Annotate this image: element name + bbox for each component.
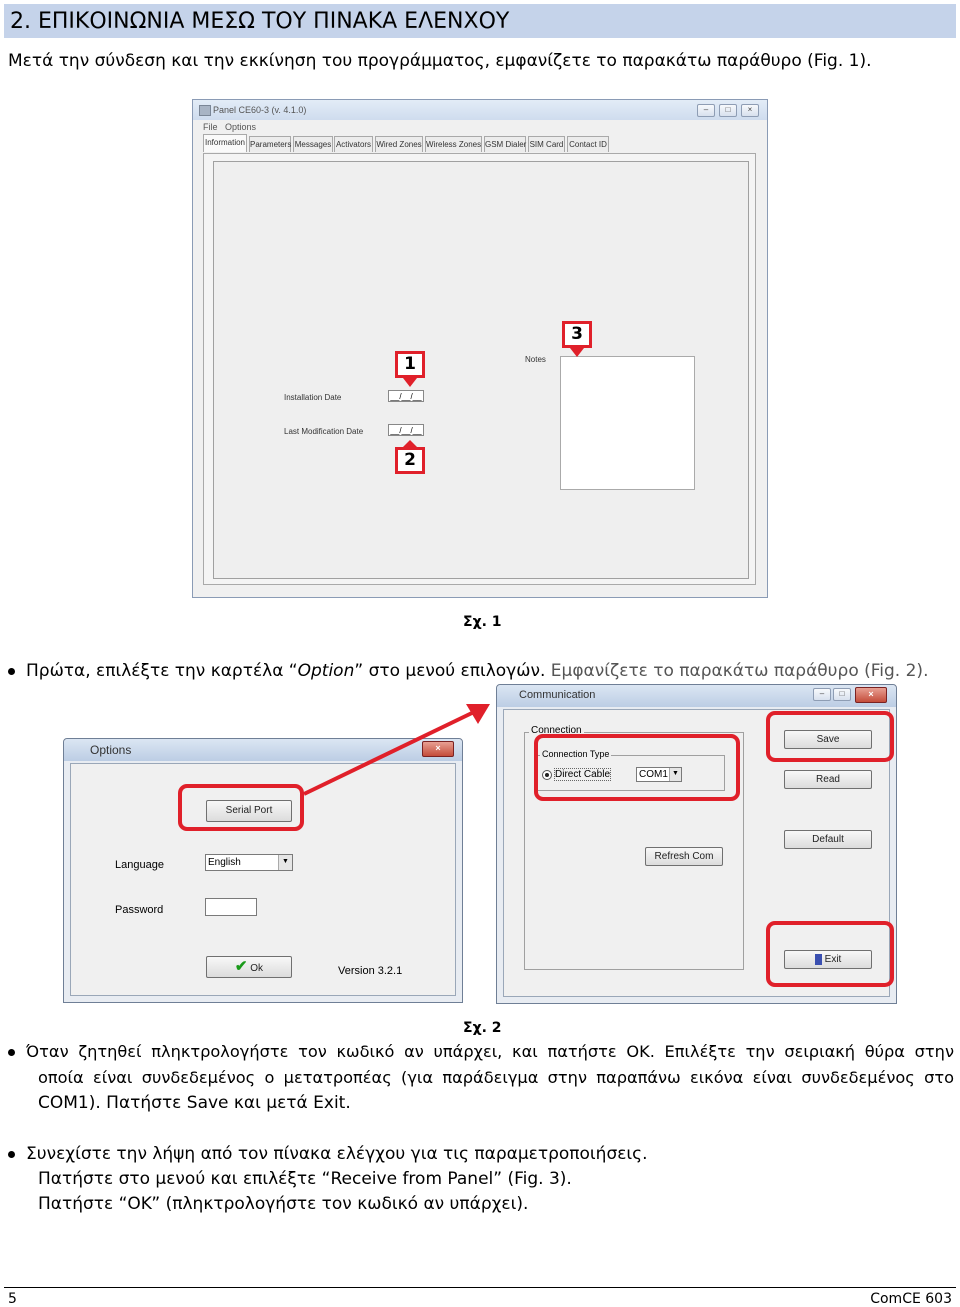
language-select[interactable]	[205, 854, 293, 871]
tab-gsm-dialer[interactable]: GSM Dialer	[484, 136, 526, 152]
save-button[interactable]: Save	[784, 730, 872, 749]
bullet-dot	[8, 1049, 15, 1056]
password-field[interactable]	[205, 898, 257, 916]
connection-type-label: Connection Type	[542, 749, 610, 759]
menu-file[interactable]: File	[203, 122, 218, 132]
bullet-1-pre: Πρώτα, επιλέξτε την καρτέλα “	[26, 661, 298, 681]
tab-wireless-zones[interactable]: Wireless Zones	[425, 136, 482, 152]
figure-1-caption: Σχ. 1	[463, 614, 502, 630]
bullet-dot	[8, 1151, 15, 1158]
read-button[interactable]: Read	[784, 770, 872, 789]
exit-label: Exit	[824, 954, 842, 965]
chevron-down-icon: ▼	[669, 768, 681, 781]
tab-messages[interactable]: Messages	[293, 136, 333, 152]
bullet-1-text	[26, 661, 928, 681]
bullet-2-line-3: COM1). Πατήστε Save και μετά Exit.	[38, 1093, 351, 1113]
marker-3: 3	[562, 321, 592, 348]
figure-2-caption: Σχ. 2	[463, 1020, 502, 1036]
marker-1: 1	[395, 351, 425, 378]
minimize-icon[interactable]: –	[813, 688, 831, 701]
chevron-down-icon: ▼	[278, 855, 292, 870]
tab-activators[interactable]: Activators	[334, 136, 373, 152]
communication-title: Communication	[519, 689, 596, 701]
language-label: Language	[115, 859, 164, 871]
tab-parameters[interactable]: Parameters	[249, 136, 291, 152]
bullet-2-line-2: οποία είναι συνδεδεμένος ο μετατροπέας (για παράδειγμα στην παραπάνω εικόνα είναι συνδεδεμένος στο	[38, 1068, 954, 1087]
maximize-icon[interactable]: □	[719, 104, 737, 117]
close-icon[interactable]: ×	[855, 687, 887, 703]
serial-port-button[interactable]: Serial Port	[206, 800, 292, 822]
bullet-2-line-1: Όταν ζητηθεί πληκτρολογήστε τον κωδικό αν υπάρχει, και πατήστε OK. Επιλέξτε την σειριακή θύρα στην	[26, 1042, 954, 1061]
language-value: English	[208, 857, 241, 868]
com-port-value: COM1	[639, 769, 668, 780]
footer-rule	[4, 1287, 956, 1288]
minimize-icon[interactable]: –	[697, 104, 715, 117]
section-heading: 2. ΕΠΙΚΟΙΝΩΝΙΑ ΜΕΣΩ ΤΟΥ ΠΙΝΑΚΑ ΕΛΕΝΧΟΥ	[4, 4, 956, 38]
refresh-com-button[interactable]: Refresh Com	[645, 847, 723, 866]
tab-wired-zones[interactable]: Wired Zones	[375, 136, 423, 152]
bullet-1-gray: Εμφανίζετε το παρακάτω παράθυρο (Fig. 2).	[550, 661, 929, 681]
ok-button[interactable]	[206, 956, 292, 978]
close-icon[interactable]: ×	[422, 741, 454, 757]
highlight-exit	[766, 921, 894, 987]
options-title: Options	[90, 743, 132, 757]
document-name: ComCE 603	[870, 1291, 952, 1307]
maximize-icon[interactable]: □	[833, 688, 851, 701]
bullet-1-post: ” στο μενού επιλογών.	[354, 661, 551, 681]
check-icon: ✔	[234, 958, 248, 975]
page-number: 5	[8, 1291, 17, 1307]
close-icon[interactable]: ×	[741, 104, 759, 117]
tab-sim-card[interactable]: SIM Card	[528, 136, 565, 152]
ok-label: Ok	[250, 963, 264, 974]
notes-label: Notes	[525, 355, 546, 364]
window-title: Panel CE60-3 (v. 4.1.0)	[213, 105, 307, 115]
last-modification-date-field[interactable]: __/__/__	[388, 424, 424, 436]
connection-label: Connection	[531, 725, 582, 736]
bullet-3-line-3: Πατήστε “OK” (πληκτρολογήστε τον κωδικό αν υπάρχει).	[38, 1194, 529, 1214]
bullet-1-option: Option	[297, 661, 355, 681]
installation-date-label: Installation Date	[284, 393, 342, 402]
installation-date-field[interactable]: __/__/__	[388, 390, 424, 402]
password-label: Password	[115, 904, 164, 916]
intro-paragraph: Μετά την σύνδεση και την εκκίνηση του προγράμματος, εμφανίζετε το παρακάτω παράθυρο (Fig. 1).	[8, 51, 872, 71]
menu-options[interactable]: Options	[225, 122, 257, 132]
tab-information[interactable]: Information	[203, 134, 247, 152]
bullet-3-line-2: Πατήστε στο μενού και επιλέξτε “Receive from Panel” (Fig. 3).	[38, 1169, 572, 1189]
arrow-graphic	[0, 690, 960, 810]
marker-2: 2	[395, 447, 425, 474]
version-label: Version 3.2.1	[338, 965, 403, 977]
default-button[interactable]: Default	[784, 830, 872, 849]
last-modification-date-label: Last Modification Date	[284, 427, 364, 436]
bullet-3-line-1: Συνεχίστε την λήψη από τον πίνακα ελέγχου για τις παραμετροποιήσεις.	[26, 1144, 648, 1164]
tab-contact-id[interactable]: Contact ID	[567, 136, 609, 152]
marker-pointers	[0, 0, 960, 650]
bullet-dot	[8, 668, 15, 675]
direct-cable-label: Direct Cable	[555, 769, 611, 780]
